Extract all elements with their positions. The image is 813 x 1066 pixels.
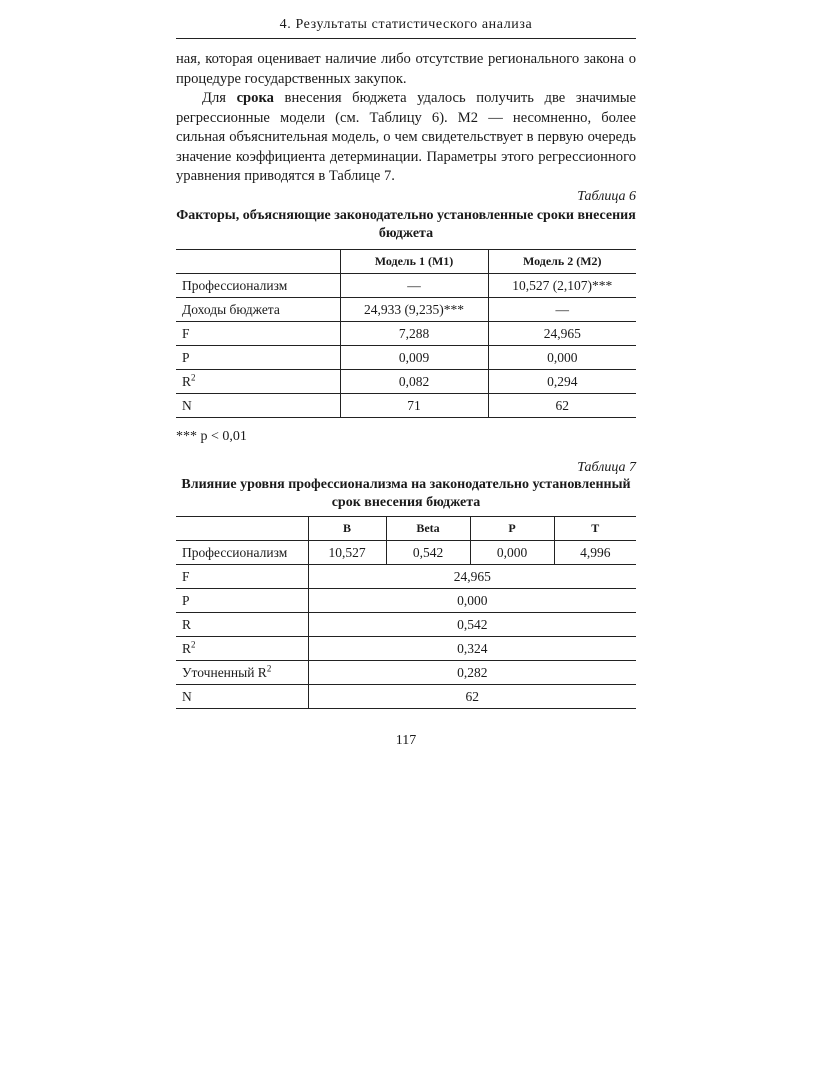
- table6-cell: Доходы бюджета: [176, 298, 340, 322]
- table6-cell: 24,933 (9,235)***: [340, 298, 488, 322]
- table7-cell: 0,000: [470, 541, 554, 565]
- table6-caption: Таблица 6: [577, 189, 636, 204]
- paragraph-2-lead: Для: [202, 90, 237, 106]
- table-row: [176, 370, 636, 394]
- table6-cell: —: [488, 298, 636, 322]
- table7-cell: N: [176, 685, 308, 709]
- table7-header-row: [176, 517, 636, 541]
- table-row: [176, 298, 636, 322]
- superscript: 2: [191, 639, 196, 649]
- table7-cell: R: [176, 613, 308, 637]
- table7-cell: 10,527: [308, 541, 386, 565]
- adj-r-label: Уточненный R: [182, 664, 267, 680]
- table-row: [176, 613, 636, 637]
- table7-header-cell: [176, 517, 308, 541]
- table6-header-cell: Модель 2 (М2): [488, 250, 636, 274]
- table7-cell: 4,996: [554, 541, 636, 565]
- table7-cell: 0,282: [308, 661, 636, 685]
- table6-cell: N: [176, 394, 340, 418]
- table-row: [176, 394, 636, 418]
- table6-header-cell: [176, 250, 340, 274]
- table7-header-cell: T: [554, 517, 636, 541]
- table7-cell: 0,542: [308, 613, 636, 637]
- page-number: 117: [395, 733, 417, 748]
- table7-header-cell: B: [308, 517, 386, 541]
- table6-cell: 10,527 (2,107)***: [488, 274, 636, 298]
- r-label: R: [182, 373, 192, 389]
- table6: [176, 249, 636, 418]
- superscript: 2: [191, 372, 196, 382]
- table6-cell-r2: [176, 370, 340, 394]
- table6-header-row: [176, 250, 636, 274]
- table-row: [176, 661, 636, 685]
- table6-header-cell: Модель 1 (М1): [340, 250, 488, 274]
- table6-cell: 7,288: [340, 322, 488, 346]
- paragraph-1: ная, которая оценивает наличие либо отсутствие регионального закона о процедуре государственных закупок.: [176, 51, 636, 87]
- table7-cell: 62: [308, 685, 636, 709]
- table6-title: Факторы, объясняющие законодательно установленные сроки внесения бюджета: [176, 208, 636, 241]
- table7: [176, 516, 636, 709]
- table7-cell: Профессионализм: [176, 541, 308, 565]
- table6-cell: P: [176, 346, 340, 370]
- table6-cell: 0,294: [488, 370, 636, 394]
- table6-cell: Профессионализм: [176, 274, 340, 298]
- table-row: [176, 322, 636, 346]
- table6-cell: 0,000: [488, 346, 636, 370]
- table6-footnote: *** p < 0,01: [176, 429, 247, 444]
- paragraph-2: [176, 89, 636, 187]
- table-row: [176, 274, 636, 298]
- table7-cell: 0,324: [308, 637, 636, 661]
- table6-cell: 24,965: [488, 322, 636, 346]
- r-label: R: [182, 640, 192, 656]
- table-row: [176, 685, 636, 709]
- running-header: 4. Результаты статистического анализа: [279, 17, 533, 32]
- table-row: [176, 346, 636, 370]
- table6-cell: 0,082: [340, 370, 488, 394]
- paragraph-2-rest: внесения бюджета удалось получить две значимые регрессионные модели (см. Таблицу 6). М2 — несомненно, более сильная объяснительная модель, о чем свидетельствует в первую очередь значение коэффициента детерминации. Параметры этого регрессионного уравнения приводятся в Таблице 7.: [176, 90, 636, 184]
- table6-cell: 71: [340, 394, 488, 418]
- table-row: [176, 565, 636, 589]
- table-row: [176, 589, 636, 613]
- table6-cell: 0,009: [340, 346, 488, 370]
- table7-cell: 24,965: [308, 565, 636, 589]
- superscript: 2: [266, 663, 272, 673]
- table7-cell: F: [176, 565, 308, 589]
- table7-cell: 0,542: [386, 541, 470, 565]
- table7-cell-adj-r2: [176, 661, 308, 685]
- header-rule: [176, 38, 636, 39]
- paragraph-2-bold: срока: [236, 90, 274, 106]
- table7-header-cell: P: [470, 517, 554, 541]
- table7-cell: 0,000: [308, 589, 636, 613]
- table6-cell: —: [340, 274, 488, 298]
- table6-cell: F: [176, 322, 340, 346]
- table7-title: Влияние уровня профессионализма на законодательно установленный срок внесения бюджета: [181, 477, 631, 510]
- table-row: [176, 637, 636, 661]
- table7-caption: Таблица 7: [577, 460, 636, 475]
- table7-cell: P: [176, 589, 308, 613]
- table7-header-cell: Beta: [386, 517, 470, 541]
- table-row: [176, 541, 636, 565]
- table6-cell: 62: [488, 394, 636, 418]
- table7-cell-r2: [176, 637, 308, 661]
